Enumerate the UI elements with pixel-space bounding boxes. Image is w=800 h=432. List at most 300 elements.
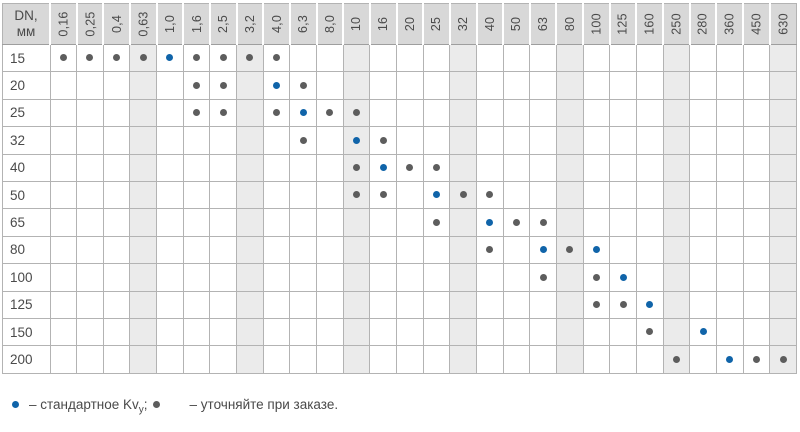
kv-cell (503, 346, 530, 373)
kv-cell (157, 45, 184, 72)
kv-cell (103, 209, 130, 236)
kv-cell (77, 346, 104, 373)
kv-cell (743, 291, 770, 318)
kv-cell (583, 72, 610, 99)
kv-cell (290, 99, 317, 126)
kv-cell (770, 346, 797, 373)
on-request-dot (433, 219, 440, 226)
on-request-dot (86, 54, 93, 61)
dn-row-label: 25 (3, 99, 51, 126)
kv-cell (477, 291, 504, 318)
kv-cell (290, 181, 317, 208)
on-request-dot (193, 109, 200, 116)
kv-cell (157, 291, 184, 318)
kv-cell (317, 264, 344, 291)
kv-cell (636, 291, 663, 318)
kv-cell (130, 45, 157, 72)
dn-row-label: 50 (3, 181, 51, 208)
standard-kv-dot (353, 137, 360, 144)
kv-cell (77, 209, 104, 236)
kv-cell (183, 209, 210, 236)
kv-column-label: 450 (749, 13, 764, 35)
kv-cell (477, 236, 504, 263)
kv-column-header (636, 4, 663, 45)
kv-cell (370, 127, 397, 154)
kv-cell (477, 127, 504, 154)
kv-cell (663, 346, 690, 373)
kv-cell (636, 346, 663, 373)
kv-cell (263, 346, 290, 373)
kv-cell (477, 209, 504, 236)
kv-cell (663, 209, 690, 236)
kv-cell (610, 346, 637, 373)
on-request-dot (486, 246, 493, 253)
kv-cell (183, 291, 210, 318)
kv-cell (183, 154, 210, 181)
kv-cell (50, 318, 77, 345)
on-request-dot (460, 191, 467, 198)
kv-column-header (263, 4, 290, 45)
kv-cell (770, 181, 797, 208)
kv-cell (690, 45, 717, 72)
kv-cell (556, 236, 583, 263)
kv-cell (50, 264, 77, 291)
kv-column-label: 0,16 (56, 11, 71, 37)
kv-cell (397, 209, 424, 236)
kv-cell (556, 318, 583, 345)
kv-cell (237, 181, 264, 208)
kv-cell (210, 291, 237, 318)
on-request-dot (540, 219, 547, 226)
on-request-dot (406, 164, 413, 171)
kv-cell (317, 154, 344, 181)
on-request-dot (220, 82, 227, 89)
kv-cell (397, 72, 424, 99)
kv-cell (290, 264, 317, 291)
kv-cell (716, 72, 743, 99)
kv-cell (263, 45, 290, 72)
dn-row (3, 45, 797, 72)
kv-cell (690, 154, 717, 181)
kv-column-label: 63 (536, 16, 551, 32)
kv-cell (530, 291, 557, 318)
kv-cell (716, 209, 743, 236)
kv-cell (50, 154, 77, 181)
kv-cell (317, 318, 344, 345)
kv-cell (103, 45, 130, 72)
kv-column-label: 0,25 (83, 11, 98, 37)
kv-cell (103, 291, 130, 318)
kv-cell (743, 154, 770, 181)
kv-cell (77, 264, 104, 291)
kv-cell (530, 181, 557, 208)
kv-cell (663, 264, 690, 291)
kv-cell (157, 154, 184, 181)
dn-row (3, 209, 797, 236)
kv-column-label: 4,0 (269, 15, 284, 33)
kv-cell (263, 236, 290, 263)
kv-cell (770, 127, 797, 154)
kv-cell (610, 236, 637, 263)
kv-cell (370, 318, 397, 345)
dn-row (3, 72, 797, 99)
kv-cell (183, 264, 210, 291)
kv-cell (583, 291, 610, 318)
kv-cell (263, 264, 290, 291)
kv-cell (50, 346, 77, 373)
standard-kv-dot (540, 246, 547, 253)
kv-cell (317, 72, 344, 99)
on-request-dot (646, 328, 653, 335)
dn-row-label: 80 (3, 236, 51, 263)
kv-cell (556, 72, 583, 99)
kv-cell (50, 181, 77, 208)
kv-cell (130, 209, 157, 236)
kv-cell (610, 45, 637, 72)
kv-cell (50, 209, 77, 236)
kv-cell (343, 154, 370, 181)
dn-row (3, 154, 797, 181)
kv-cell (610, 318, 637, 345)
kv-cell (663, 99, 690, 126)
kv-cell (317, 127, 344, 154)
kv-cell (317, 291, 344, 318)
matrix-body (3, 45, 797, 374)
kv-cell (183, 181, 210, 208)
kv-cell (210, 181, 237, 208)
on-request-dot (620, 301, 627, 308)
standard-kv-dot (380, 164, 387, 171)
kv-cell (397, 236, 424, 263)
dn-row-label: 65 (3, 209, 51, 236)
kv-column-label: 360 (722, 13, 737, 35)
kv-column-header (743, 4, 770, 45)
kv-cell (503, 45, 530, 72)
kv-cell (743, 318, 770, 345)
kv-cell (343, 346, 370, 373)
kv-cell (77, 318, 104, 345)
standard-kv-dot (726, 356, 733, 363)
kv-column-label: 6,3 (296, 15, 311, 33)
kv-cell (663, 127, 690, 154)
kv-cell (343, 127, 370, 154)
kv-cell (583, 264, 610, 291)
kv-cell (263, 318, 290, 345)
standard-kv-dot (593, 246, 600, 253)
kv-cell (157, 181, 184, 208)
kv-cell (343, 209, 370, 236)
kv-cell (770, 209, 797, 236)
kv-cell (397, 318, 424, 345)
kv-column-header (290, 4, 317, 45)
on-request-dot (220, 109, 227, 116)
kv-column-header (157, 4, 184, 45)
on-request-dot (326, 109, 333, 116)
on-request-dot (433, 164, 440, 171)
on-request-dot (140, 54, 147, 61)
on-request-dot (300, 137, 307, 144)
kv-cell (77, 99, 104, 126)
kv-cell (130, 181, 157, 208)
kv-cell (317, 346, 344, 373)
kv-column-header (130, 4, 157, 45)
kv-cell (103, 264, 130, 291)
kv-cell (610, 99, 637, 126)
kv-cell (157, 318, 184, 345)
kv-cell (130, 236, 157, 263)
kv-cell (583, 127, 610, 154)
kv-cell (130, 154, 157, 181)
kv-column-header (716, 4, 743, 45)
on-request-dot (273, 54, 280, 61)
kv-cell (583, 99, 610, 126)
kv-cell (663, 181, 690, 208)
kv-cell (583, 318, 610, 345)
kv-cell (290, 209, 317, 236)
kv-cell (237, 154, 264, 181)
kv-cell (530, 127, 557, 154)
kv-column-label: 1,6 (189, 15, 204, 33)
kv-cell (50, 236, 77, 263)
kv-cell (583, 45, 610, 72)
kv-cell (477, 181, 504, 208)
kv-cell (50, 72, 77, 99)
kv-cell (477, 346, 504, 373)
kv-cell (423, 72, 450, 99)
kv-cell (503, 99, 530, 126)
dn-row-label: 20 (3, 72, 51, 99)
kv-cell (103, 72, 130, 99)
kv-cell (317, 209, 344, 236)
kv-cell (423, 99, 450, 126)
kv-cell (503, 181, 530, 208)
kv-cell (770, 318, 797, 345)
kv-cell (530, 209, 557, 236)
kv-cell (130, 99, 157, 126)
kv-cell (397, 127, 424, 154)
kv-cell (690, 99, 717, 126)
kv-cell (477, 99, 504, 126)
kv-cell (423, 236, 450, 263)
kv-cell (397, 264, 424, 291)
kv-cell (290, 346, 317, 373)
kv-cell (556, 346, 583, 373)
kv-cell (770, 154, 797, 181)
kv-cell (210, 318, 237, 345)
kv-cell (103, 154, 130, 181)
kv-cell (610, 181, 637, 208)
kv-cell (716, 45, 743, 72)
kv-cell (183, 236, 210, 263)
kv-column-label: 125 (616, 13, 631, 35)
kv-cell (636, 72, 663, 99)
kv-cell (290, 154, 317, 181)
kv-column-label: 16 (376, 16, 391, 32)
standard-kv-dot (433, 191, 440, 198)
kv-column-header (370, 4, 397, 45)
kv-cell (370, 236, 397, 263)
kv-cell (530, 99, 557, 126)
kv-cell (343, 72, 370, 99)
kv-cell (370, 99, 397, 126)
on-request-dot (593, 274, 600, 281)
dn-row-label: 100 (3, 264, 51, 291)
kv-cell (210, 99, 237, 126)
kv-cell (50, 45, 77, 72)
dn-row (3, 127, 797, 154)
kv-cell (423, 154, 450, 181)
kv-cell (157, 72, 184, 99)
standard-kv-dot (166, 54, 173, 61)
kv-cell (583, 236, 610, 263)
kv-column-label: 80 (562, 16, 577, 32)
kv-cell (770, 236, 797, 263)
kv-cell (130, 346, 157, 373)
on-request-dot (753, 356, 760, 363)
kv-cell (237, 236, 264, 263)
kv-cell (50, 291, 77, 318)
kv-cell (423, 209, 450, 236)
kv-cell (716, 291, 743, 318)
kv-column-header (77, 4, 104, 45)
kv-cell (77, 236, 104, 263)
kv-cell (690, 236, 717, 263)
standard-kv-dot-icon (12, 401, 19, 408)
dn-row (3, 236, 797, 263)
on-request-dot (273, 109, 280, 116)
kv-cell (397, 154, 424, 181)
kv-cell (716, 154, 743, 181)
kv-cell (477, 45, 504, 72)
kv-cell (103, 346, 130, 373)
kv-column-header (343, 4, 370, 45)
kv-cell (370, 72, 397, 99)
kv-cell (210, 45, 237, 72)
kv-cell (397, 346, 424, 373)
kv-cell (583, 346, 610, 373)
kv-cell (183, 99, 210, 126)
kv-cell (716, 99, 743, 126)
on-request-dot (513, 219, 520, 226)
standard-kv-dot (486, 219, 493, 226)
kv-cell (423, 291, 450, 318)
kv-column-label: 280 (696, 13, 711, 35)
kv-cell (50, 127, 77, 154)
kv-cell (477, 154, 504, 181)
on-request-dot (193, 54, 200, 61)
kv-cell (290, 236, 317, 263)
kv-cell (210, 264, 237, 291)
kv-column-label: 100 (589, 13, 604, 35)
kv-dn-matrix-table (2, 3, 797, 374)
kv-cell (290, 72, 317, 99)
kv-cell (290, 127, 317, 154)
kv-cell (157, 236, 184, 263)
kv-column-header (556, 4, 583, 45)
kv-cell (237, 346, 264, 373)
kv-cell (690, 72, 717, 99)
on-request-dot (60, 54, 67, 61)
kv-cell (130, 127, 157, 154)
kv-column-label: 8,0 (322, 15, 337, 33)
kv-cell (263, 209, 290, 236)
kv-cell (743, 264, 770, 291)
kv-cell (690, 291, 717, 318)
kv-cell (317, 236, 344, 263)
kv-cell (743, 346, 770, 373)
kv-cell (370, 154, 397, 181)
dn-row-label: 40 (3, 154, 51, 181)
kv-cell (690, 264, 717, 291)
kv-cell (370, 209, 397, 236)
kv-cell (423, 264, 450, 291)
kv-cell (50, 99, 77, 126)
kv-column-label: 1,0 (162, 15, 177, 33)
standard-kv-dot (700, 328, 707, 335)
kv-cell (103, 127, 130, 154)
kv-cell (183, 127, 210, 154)
dn-row (3, 291, 797, 318)
kv-cell (636, 318, 663, 345)
kv-cell (663, 291, 690, 318)
kv-cell (450, 99, 477, 126)
kv-cell (210, 127, 237, 154)
kv-cell (237, 45, 264, 72)
kv-cell (450, 45, 477, 72)
kv-cell (556, 127, 583, 154)
kv-cell (477, 318, 504, 345)
kv-column-label: 50 (509, 16, 524, 32)
kv-cell (263, 99, 290, 126)
kv-cell (423, 318, 450, 345)
kv-cell (716, 181, 743, 208)
dn-row-label: 150 (3, 318, 51, 345)
kv-cell (743, 99, 770, 126)
kv-cell (743, 236, 770, 263)
kv-cell (370, 346, 397, 373)
kv-cell (210, 154, 237, 181)
dn-row-label: 200 (3, 346, 51, 373)
kv-cell (530, 154, 557, 181)
kv-cell (503, 264, 530, 291)
kv-cell (770, 45, 797, 72)
on-request-dot (486, 191, 493, 198)
kv-cell (450, 209, 477, 236)
dn-row (3, 346, 797, 373)
kv-cell (663, 318, 690, 345)
on-request-dot (113, 54, 120, 61)
kv-cell (556, 45, 583, 72)
standard-kv-dot (273, 82, 280, 89)
kv-cell (450, 181, 477, 208)
kv-cell (556, 209, 583, 236)
kv-cell (290, 318, 317, 345)
kv-column-label: 0,63 (136, 11, 151, 37)
kv-cell (530, 45, 557, 72)
kv-cell (503, 291, 530, 318)
kv-cell (397, 291, 424, 318)
kv-cell (636, 209, 663, 236)
kv-cell (743, 45, 770, 72)
kv-cell (343, 264, 370, 291)
kv-cell (317, 45, 344, 72)
kv-cell (610, 127, 637, 154)
on-request-dot-icon (153, 401, 160, 408)
kv-cell (157, 264, 184, 291)
kv-column-header (663, 4, 690, 45)
kv-cell (103, 181, 130, 208)
kv-cell (610, 291, 637, 318)
